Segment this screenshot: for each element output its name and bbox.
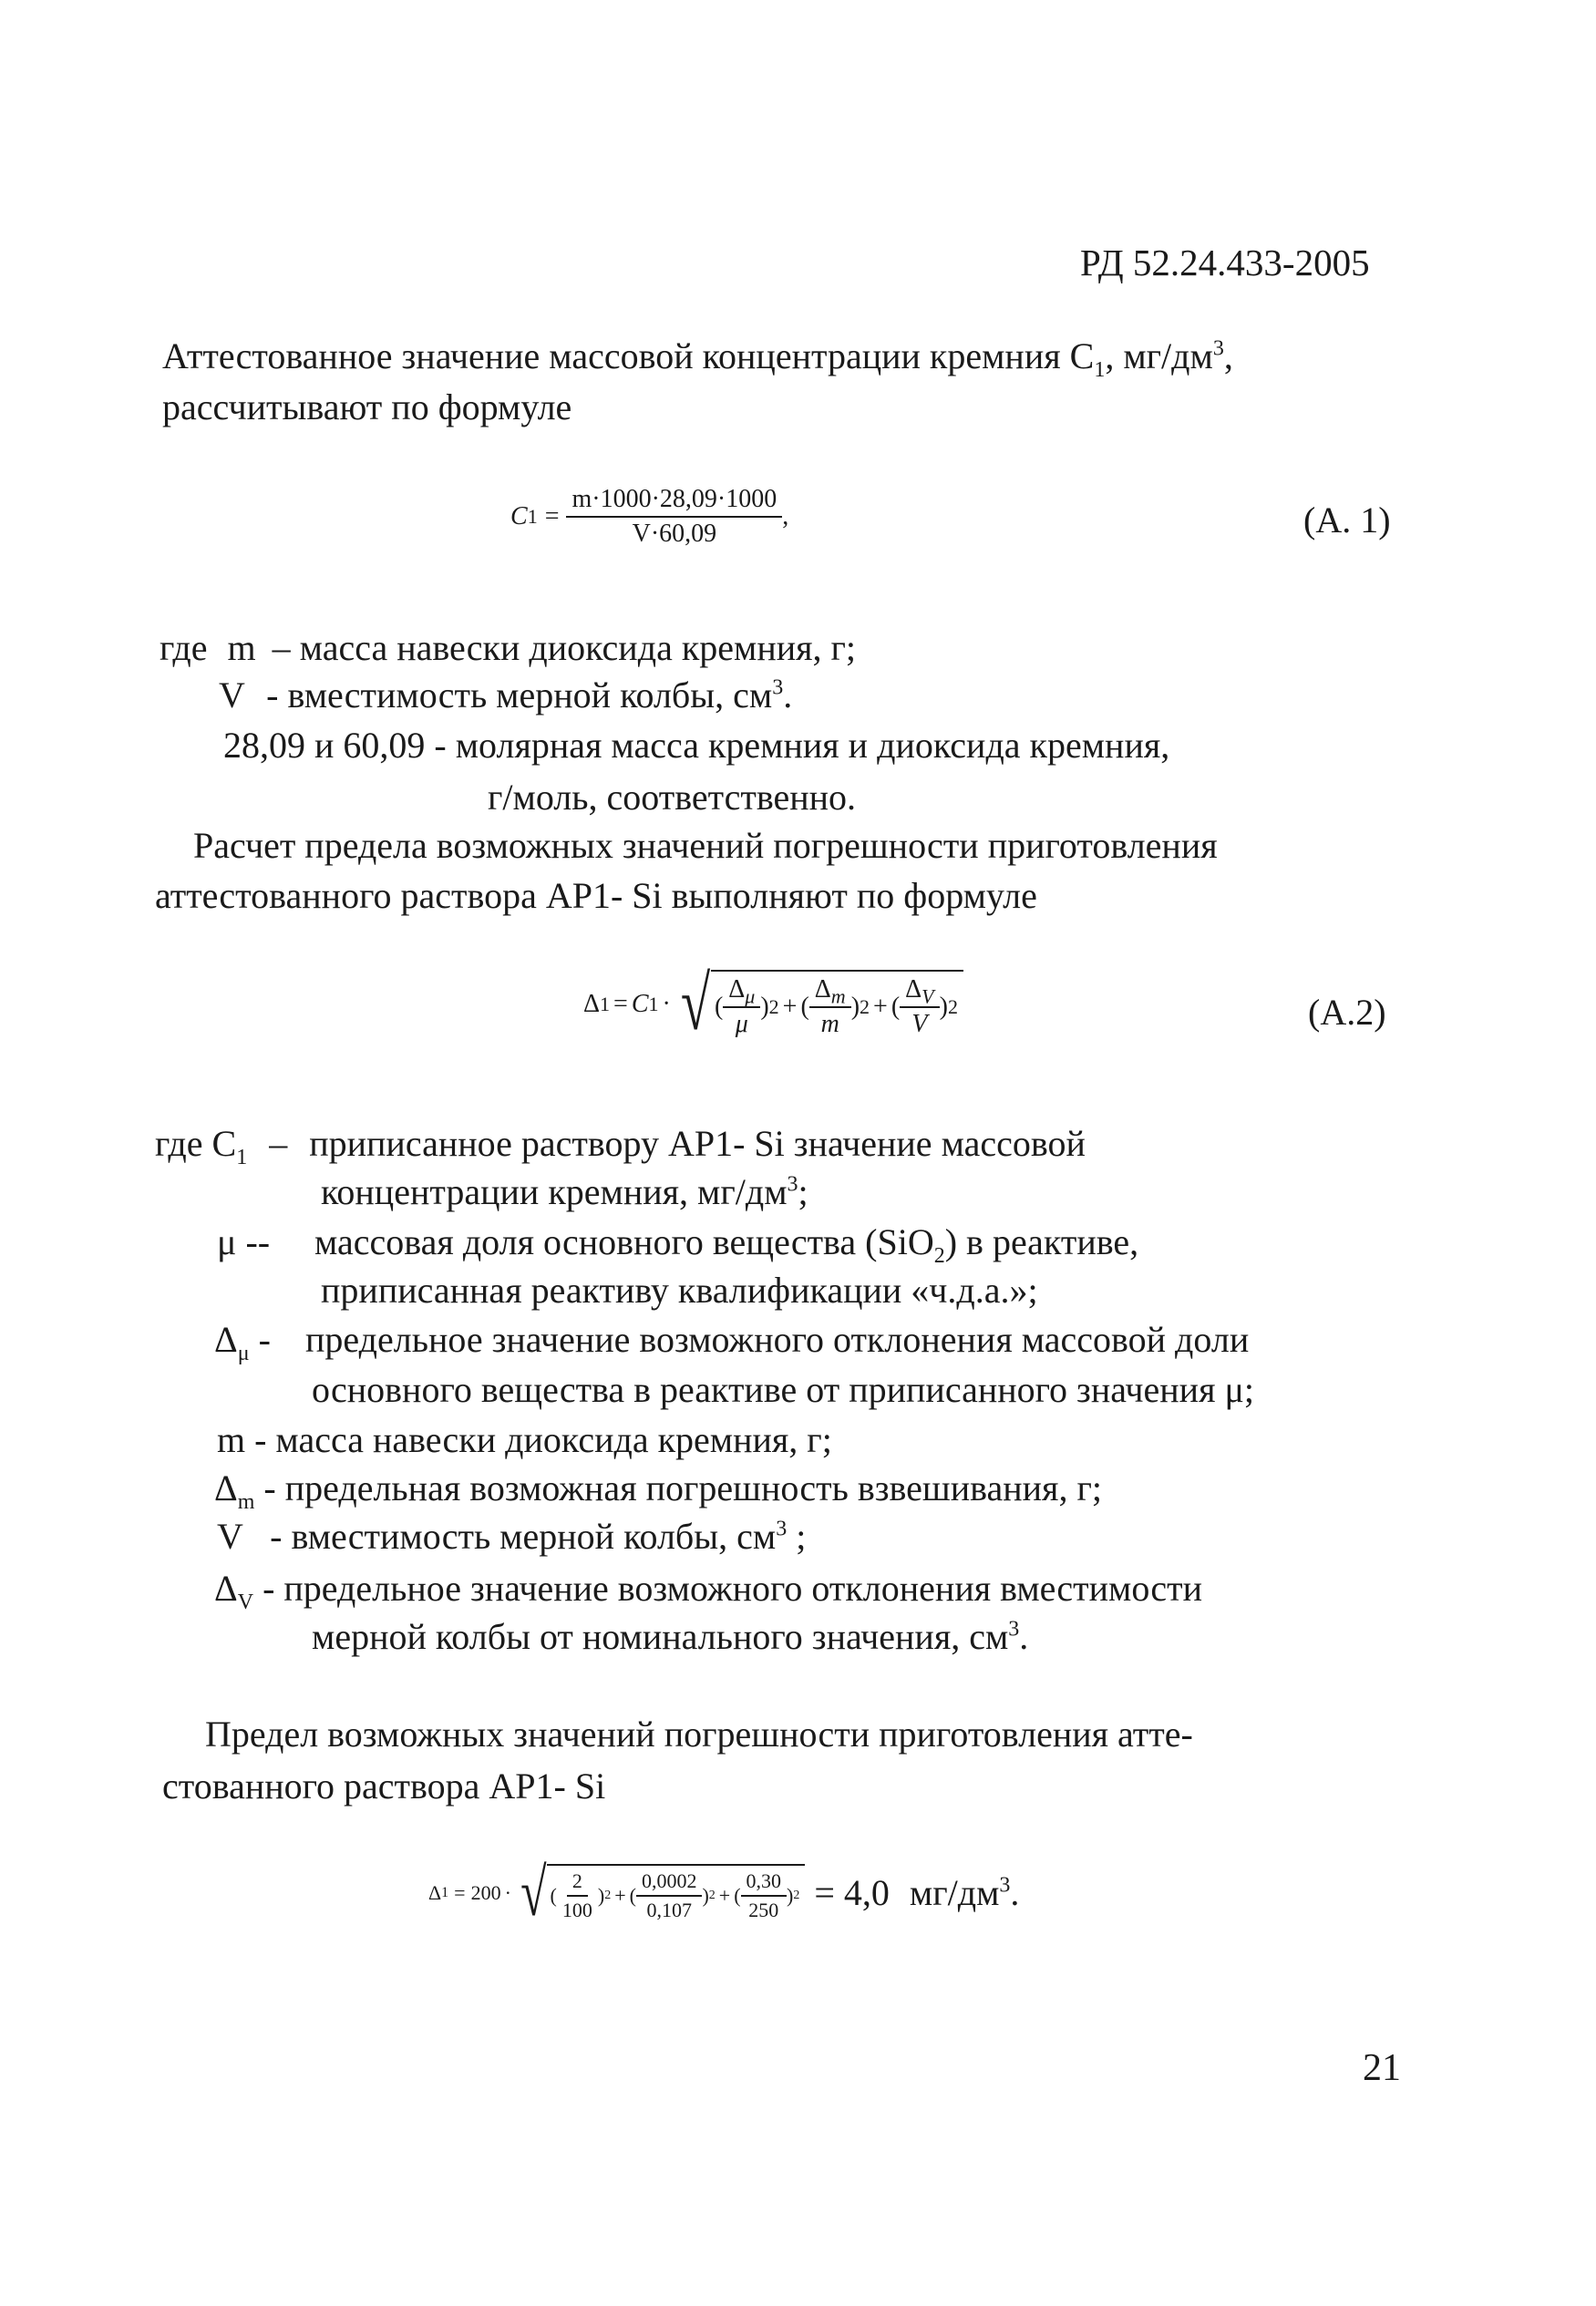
intro-line-2: рассчитывают по формуле xyxy=(162,386,572,427)
def-v-symbol: V xyxy=(219,674,245,715)
formula-result: Δ 1 = 200 · √ ( $\frac{2}{100}$ ) 2 + ( $\frac{0,0002}{0,107}$ ) 2 + ( $\frac{0,30}{250}$ ) 2 = 4,0 $мг/дм^3$. xyxy=(428,1856,1020,1930)
def-c1-text-2: концентрации кремния, мг/дм xyxy=(321,1171,788,1212)
def-dv-end: . xyxy=(1019,1616,1029,1657)
formula-a2-term-2 xyxy=(809,975,851,1039)
sqrt-symbol-icon: √ xyxy=(680,962,711,1046)
formula-a1-numerator: m·1000·28,09·1000 xyxy=(566,485,782,518)
def-mu-text-end: ) в реактиве, xyxy=(944,1221,1139,1262)
def-c1-end: ; xyxy=(798,1171,808,1212)
formula3-dot: · xyxy=(504,1881,511,1904)
def-c1-sup: 3 xyxy=(787,1172,798,1197)
def-dm-line xyxy=(214,1467,1102,1514)
formula3-lhs: Δ xyxy=(428,1881,442,1904)
formula3-unit-sup: 3 xyxy=(999,1873,1011,1898)
formula3-sqrt: √ ( $\frac{2}{100}$ ) 2 + ( $\frac{0,0002}{0,107}$ ) 2 + ( $\frac{0,30}{250}$ ) 2 xyxy=(515,1859,805,1927)
formula3-unit-end: . xyxy=(1010,1872,1020,1913)
formula3-term-2 xyxy=(636,1869,703,1922)
formula-a2-lhs: Δ xyxy=(583,990,601,1018)
para2-line-1: Расчет предела возможных значений погрешности приготовления xyxy=(193,825,1218,866)
t1-den: μ xyxy=(735,1010,748,1038)
t2-num-sub: m xyxy=(830,984,846,1008)
def-dv-line-2 xyxy=(312,1616,1028,1658)
formula-a1-label: (А. 1) xyxy=(1303,499,1391,540)
def-dmu-delta: Δ xyxy=(214,1319,238,1360)
t1-num-sub: μ xyxy=(745,984,756,1008)
formula-a1-lhs: C xyxy=(510,502,528,530)
def-dv-sub: V xyxy=(237,1591,254,1614)
f3-t3-den: 250 xyxy=(748,1899,779,1921)
f3-t2-den: 0,107 xyxy=(646,1899,692,1921)
f3-plus-2: + xyxy=(718,1884,731,1907)
intro-superscript: 3 xyxy=(1212,336,1224,361)
page-number: 21 xyxy=(1363,2047,1401,2089)
formula-a1-eq: = xyxy=(544,502,560,530)
def-c1-sub: 1 xyxy=(236,1146,248,1169)
para3-line-2: стованного раствора АР1- Si xyxy=(162,1766,606,1807)
formula-a2-sqrt: √ ( $\frac{\Delta_\mu}{\mu}$ ) 2 + ( $\frac{\Delta_m}{m}$ ) 2 + ( $\frac{\Delta_V}{V}$ ) 2 xyxy=(674,966,963,1043)
def-molar-line-1: 28,09 и 60,09 - молярная масса кремния и диоксида кремния, xyxy=(223,725,1170,766)
def-m2-line: m - масса навески диоксида кремния, г; xyxy=(217,1419,832,1460)
t2-num: Δ xyxy=(814,975,831,1004)
formula-a1-denominator: V·60,09 xyxy=(632,520,717,548)
def-dv-delta: Δ xyxy=(214,1568,238,1609)
formula3-result: = 4,0 xyxy=(814,1872,890,1913)
def-dm-sub: m xyxy=(237,1490,255,1514)
t3-num-sub: V xyxy=(922,984,934,1008)
def-v2-line xyxy=(217,1516,806,1558)
formula3-term-3 xyxy=(741,1869,788,1922)
intro-line-1 xyxy=(162,335,1233,382)
plus-2: + xyxy=(873,993,888,1021)
def-c1-dash: – xyxy=(269,1123,288,1164)
para3-line-1: Предел возможных значений погрешности приготовления атте- xyxy=(205,1714,1193,1755)
document-code: РД 52.24.433-2005 xyxy=(1080,242,1370,283)
f3-t1-den: 100 xyxy=(561,1899,592,1921)
def-c1-line-2 xyxy=(321,1171,808,1213)
def-dv-text-2: мерной колбы от номинального значения, см xyxy=(312,1616,1009,1657)
def-m-symbol: m xyxy=(227,627,256,668)
t1-num: Δ xyxy=(728,975,746,1004)
def-dmu-dash: - xyxy=(258,1319,271,1360)
def-dmu-symbol xyxy=(214,1319,271,1365)
def-mu-line-2: приписанная реактиву квалификации «ч.д.а.»; xyxy=(321,1270,1038,1311)
def-mu-symbol: μ -- xyxy=(217,1221,271,1262)
formula-a2-eq: = xyxy=(613,990,628,1018)
formula-a1-fraction xyxy=(566,485,782,549)
def-dmu-sub: μ xyxy=(237,1342,250,1365)
formula3-term-1 xyxy=(557,1869,598,1922)
formula-a1-comma: , xyxy=(782,502,789,530)
intro-end: , xyxy=(1223,335,1233,376)
f3-t3-num: 0,30 xyxy=(741,1869,788,1897)
def-mu-text: массовая доля основного вещества (SiO xyxy=(314,1221,934,1262)
def-mu-sub: 2 xyxy=(933,1244,945,1268)
def-dmu-line-1: предельное значение возможного отклонения массовой доли xyxy=(305,1319,1250,1360)
def-dmu-line-2: основного вещества в реактиве от приписанного значения μ; xyxy=(312,1369,1255,1410)
formula-a2-term-1 xyxy=(723,975,760,1039)
formula-a2-label: (А.2) xyxy=(1308,992,1386,1033)
def-c1-line-1 xyxy=(155,1123,1086,1169)
formula-a2: Δ 1 = C 1 · √ ( $\frac{\Delta_\mu}{\mu}$ ) 2 + ( $\frac{\Delta_m}{m}$ ) 2 + ( $\frac{\Delta_V}{V}$ ) 2 xyxy=(583,966,963,1043)
t2-den: m xyxy=(820,1010,839,1038)
sqrt-symbol-icon: √ xyxy=(520,1856,547,1930)
intro-subscript: 1 xyxy=(1094,358,1106,382)
def-dm-text: - предельная возможная погрешность взвешивания, г; xyxy=(263,1467,1102,1508)
formula-a2-c: C xyxy=(631,990,649,1018)
t3-num: Δ xyxy=(905,975,922,1004)
def-v2-symbol: V xyxy=(217,1516,243,1557)
def-v2-end: ; xyxy=(787,1516,807,1557)
f3-t2-num: 0,0002 xyxy=(636,1869,703,1897)
intro-unit: , мг/дм xyxy=(1105,335,1213,376)
f3-t1-num: 2 xyxy=(567,1869,588,1897)
def-m-prefix: где xyxy=(160,627,208,668)
def-dv-text: - предельное значение возможного отклонения вместимости xyxy=(263,1568,1202,1609)
para2-line-2: аттестованного раствора АР1- Si выполняют по формуле xyxy=(155,875,1037,916)
t3-den: V xyxy=(911,1010,928,1038)
def-mu-line-1 xyxy=(314,1221,1139,1268)
def-c1-text: приписанное раствору АР1- Si значение массовой xyxy=(309,1123,1086,1164)
def-dv-sup: 3 xyxy=(1008,1617,1020,1642)
def-m-text: – масса навески диоксида кремния, г; xyxy=(272,627,857,668)
formula3-coef: 200 xyxy=(470,1881,501,1904)
def-molar-line-2: г/моль, соответственно. xyxy=(488,777,857,818)
def-dv-line-1 xyxy=(214,1568,1202,1614)
def-v xyxy=(219,674,792,716)
def-v-end: . xyxy=(783,674,793,715)
def-v-text: - вместимость мерной колбы, см xyxy=(266,674,773,715)
formula3-unit-text: мг/дм xyxy=(909,1872,1000,1913)
def-v-sup: 3 xyxy=(772,675,784,700)
plus-1: + xyxy=(782,993,798,1021)
formula-a2-dot: · xyxy=(662,990,671,1018)
def-m xyxy=(160,627,856,669)
def-v2-text: - вместимость мерной колбы, см xyxy=(270,1516,777,1557)
formula3-eq: = xyxy=(454,1881,466,1904)
def-c1-prefix: где С xyxy=(155,1123,237,1164)
formula-a2-term-3 xyxy=(900,975,939,1039)
formula3-unit xyxy=(910,1872,1020,1914)
f3-plus-1: + xyxy=(614,1884,626,1907)
def-dm-delta: Δ xyxy=(214,1467,238,1508)
formula-a1: C 1 = $\frac{m\cdot 1000\cdot 28,09\cdot 1000}{V\cdot 60,09}$ , xyxy=(510,485,789,548)
intro-text: Аттестованное значение массовой концентрации кремния С xyxy=(162,335,1095,376)
def-v2-sup: 3 xyxy=(776,1517,788,1541)
